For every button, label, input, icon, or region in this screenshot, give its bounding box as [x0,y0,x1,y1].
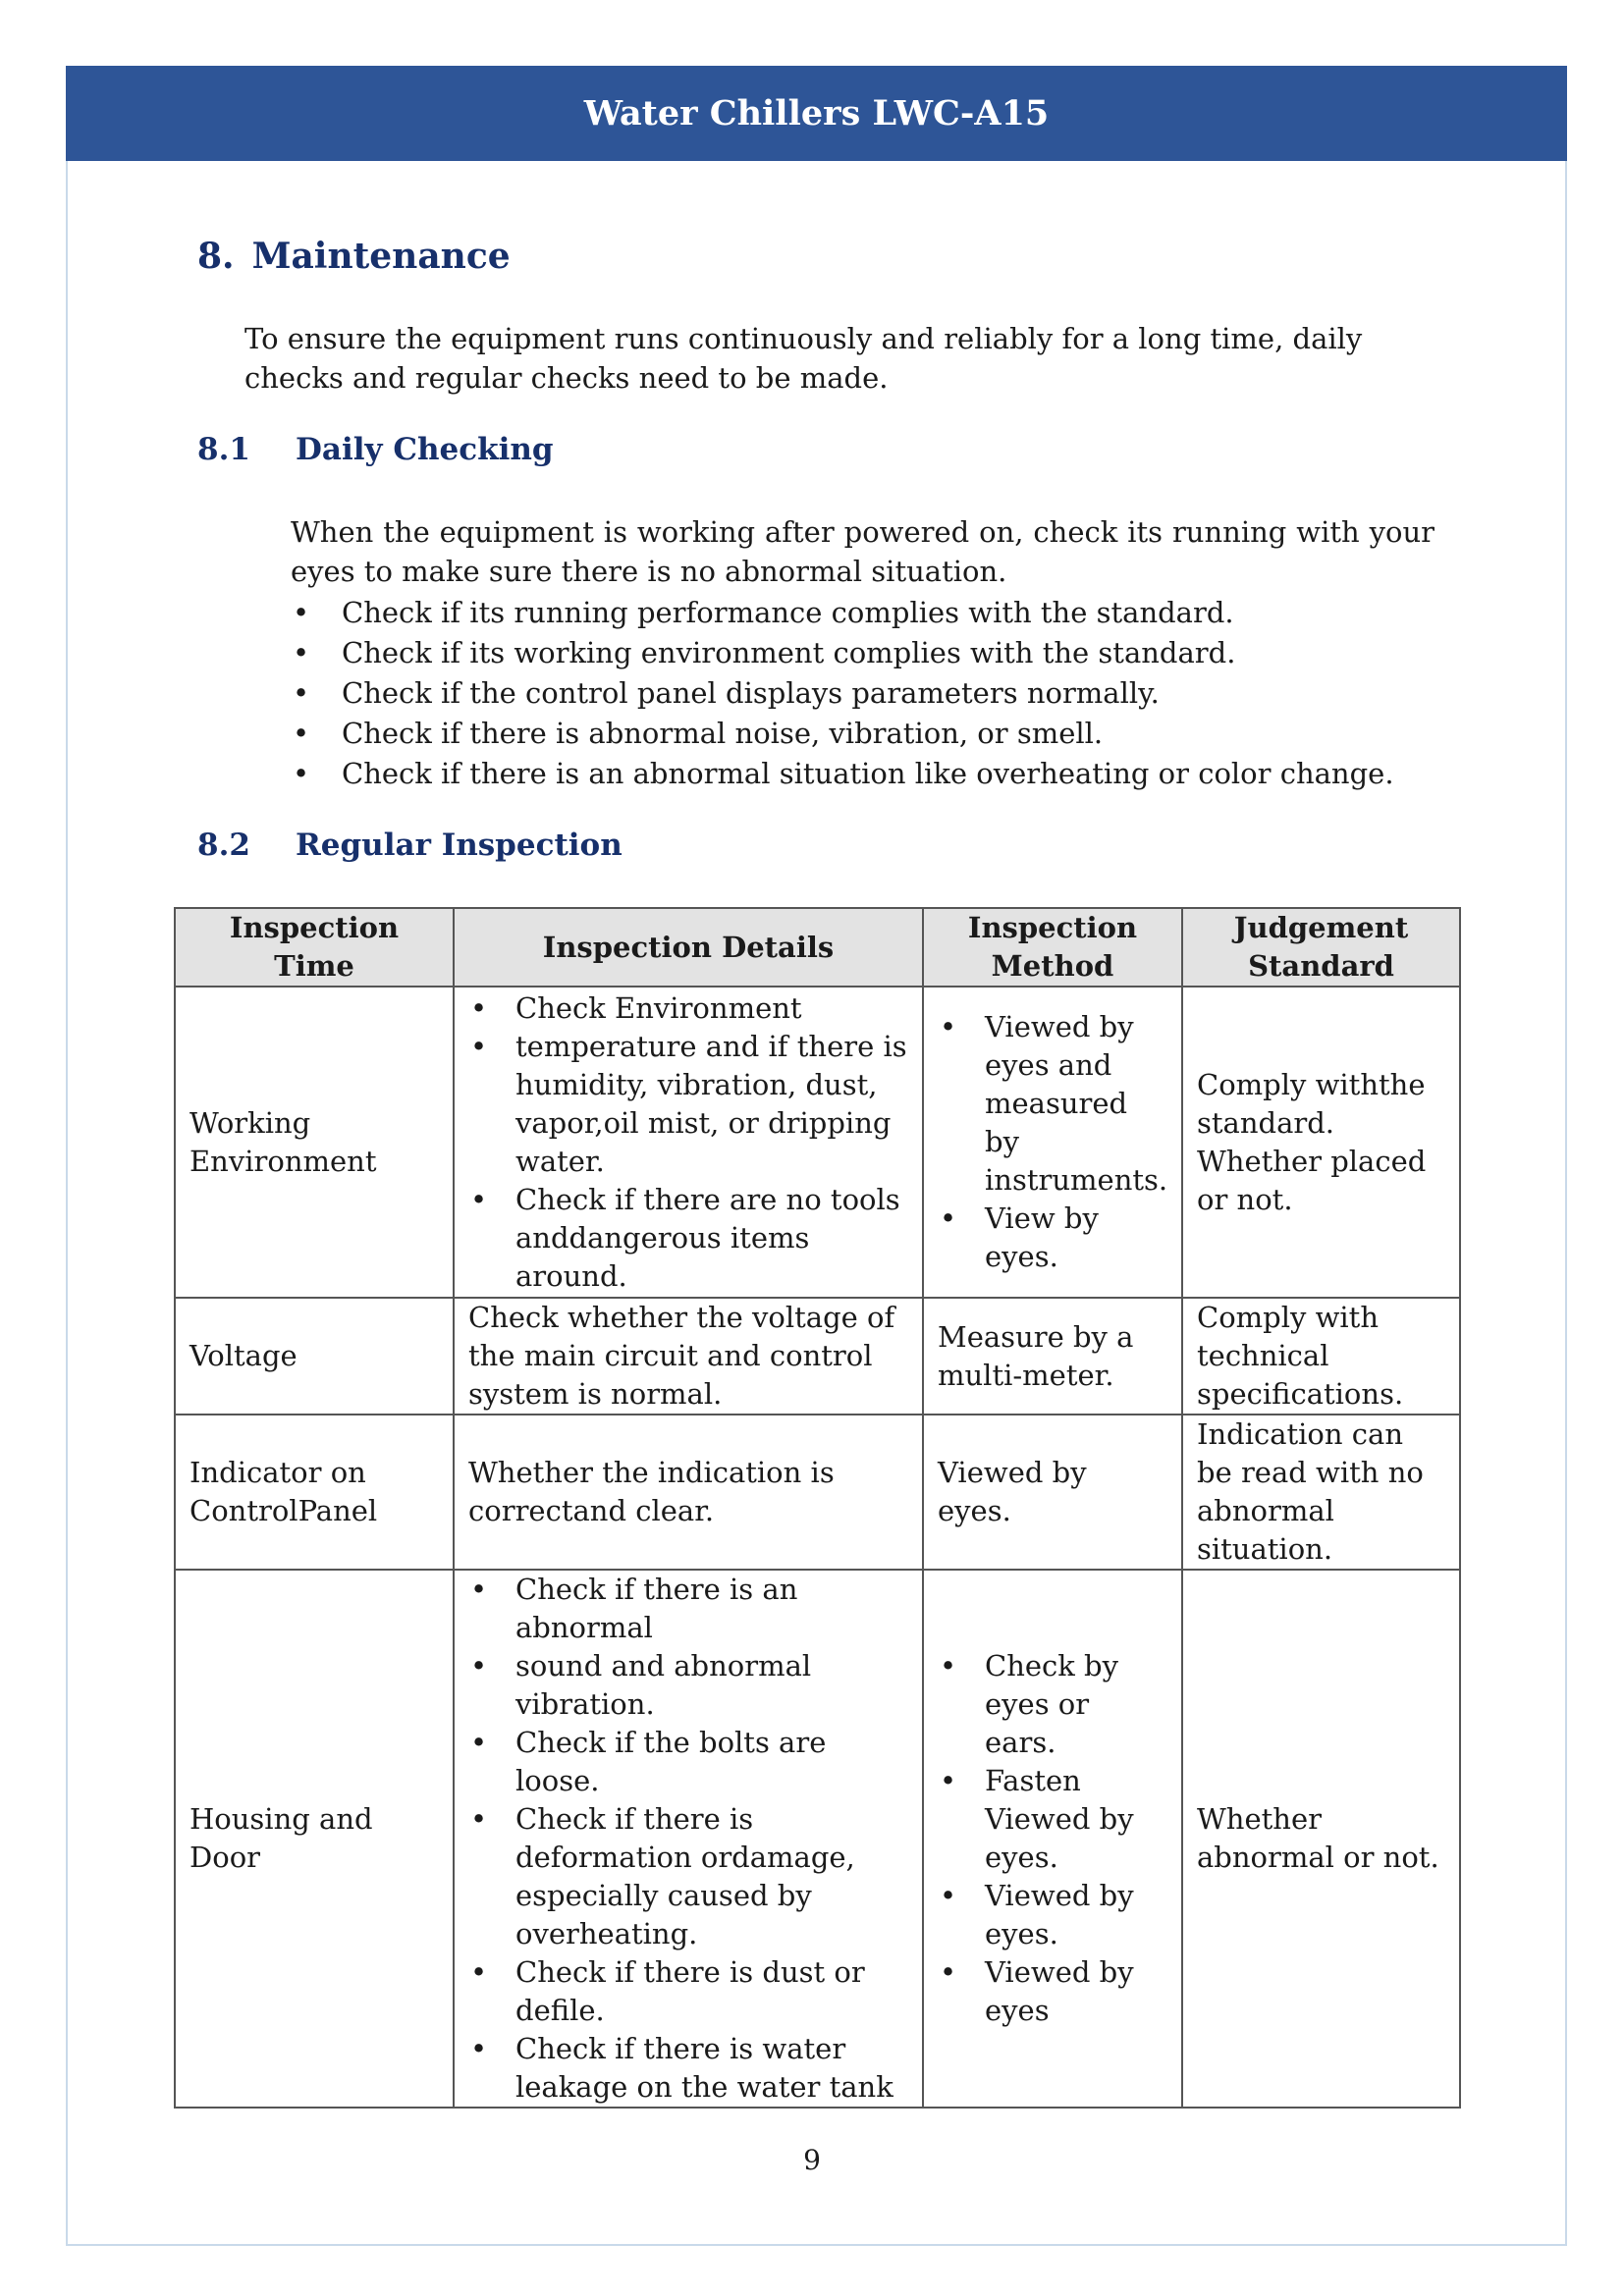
bullet-icon: • [470,990,488,1025]
list-item: • Check if there is deformation ordamage, especially caused by overheating. [470,1802,855,1950]
bullet-icon: • [940,1201,957,1235]
list-item: • Check if there are no tools anddangerous items around. [470,1182,900,1293]
table-row [175,987,1460,1298]
subsection-number: 8.1 [197,432,250,467]
cell-time: Voltage [175,1298,454,1415]
subsection-title: Daily Checking [296,432,554,467]
list-item: • Check if there is an abnormal [470,1573,798,1644]
cell-time: Working Environment [175,987,454,1298]
cell-method [923,1570,1182,2108]
list-item: • Check Environment [468,989,908,1028]
list-item: • sound and abnormal vibration. [470,1649,812,1721]
list-item: • Viewed by eyes and measured by instruments. [940,1010,1168,1197]
list-item: • Check if its running performance complies with the standard. [291,593,1435,633]
cell-standard: Indication can be read with no abnormal situation. [1182,1415,1460,1570]
table-row [175,1298,1460,1415]
cell-method: Viewed by eyes. [923,1415,1182,1570]
table-row [175,1570,1460,2108]
bullet-icon: • [293,636,310,669]
column-header-details: Inspection Details [454,908,923,987]
table-header-row [175,908,1460,987]
subsection-heading-regular [197,828,623,863]
cell-method [923,987,1182,1298]
list-item: • Check if there is an abnormal situation like overheating or color change. [291,754,1435,794]
daily-paragraph: When the equipment is working after powered on, check its running with your eyes to make sure there is no abnormal situation. [291,515,1435,588]
bullet-icon: • [470,1182,488,1216]
bullet-icon: • [470,2032,488,2065]
section-number: 8. [197,236,235,277]
regular-inspection-table [174,907,1461,2109]
section-intro: To ensure the equipment runs continuously and reliably for a long time, daily checks and regular checks need to be made. [244,322,1363,395]
cell-details: Whether the indication is correctand clear. [454,1415,923,1570]
cell-time: Indicator on ControlPanel [175,1415,454,1570]
bullet-icon: • [293,676,310,710]
bullet-icon: • [940,1649,957,1682]
bullet-icon: • [940,1955,957,1989]
bullet-icon: • [470,1955,488,1989]
column-header-method: Inspection Method [923,908,1182,987]
cell-method: Measure by a multi-meter. [923,1298,1182,1415]
list-item: • Check if there is abnormal noise, vibration, or smell. [291,714,1435,754]
subsection-title: Regular Inspection [296,828,623,863]
list-item: • temperature and if there is humidity, vibration, dust, vapor,oil mist, or dripping water. [470,1029,907,1178]
bullet-icon: • [470,1029,488,1063]
list-item: • Fasten Viewed by eyes. [940,1764,1134,1874]
column-header-time: Inspection Time [175,908,454,987]
list-item: • View by eyes. [940,1201,1099,1273]
daily-checking-body [291,512,1435,794]
cell-details [454,1570,923,2108]
bullet-icon: • [293,717,310,750]
subsection-number: 8.2 [197,828,250,863]
section-title: Maintenance [251,236,511,277]
bullet-icon: • [470,1649,488,1682]
list-item: • Check if its working environment complies with the standard. [291,633,1435,673]
list-item: • Viewed by eyes [940,1955,1134,2027]
cell-standard: Whether abnormal or not. [1182,1570,1460,2108]
cell-details [454,987,923,1298]
list-item: • Check if there is dust or defile. [470,1955,865,2027]
bullet-icon: • [470,1726,488,1759]
document-header [66,66,1567,161]
bullet-icon: • [470,1802,488,1836]
column-header-standard: Judgement Standard [1182,908,1460,987]
list-item: • Check by eyes or ears. [940,1649,1119,1759]
bullet-icon: • [940,1010,957,1043]
cell-details: Check whether the voltage of the main circuit and control system is normal. [454,1298,923,1415]
list-item: • Check if the control panel displays parameters normally. [291,673,1435,714]
list-item: • Viewed by eyes. [940,1879,1134,1950]
cell-standard: Comply with technical specifications. [1182,1298,1460,1415]
bullet-icon: • [293,596,310,629]
daily-checklist [291,593,1435,794]
section-heading [197,236,511,277]
subsection-heading-daily [197,432,554,467]
list-item: • Check if there is water leakage on the water tank [470,2032,893,2104]
list-item: • Check if the bolts are loose. [470,1726,827,1797]
table-row [175,1415,1460,1570]
bullet-icon: • [293,757,310,790]
page-number: 9 [803,2144,821,2176]
cell-standard: Comply withthe standard. Whether placed or not. [1182,987,1460,1298]
document-title: Water Chillers LWC-A15 [583,93,1050,133]
bullet-icon: • [470,1573,488,1606]
cell-time: Housing and Door [175,1570,454,2108]
bullet-icon: • [940,1764,957,1797]
bullet-icon: • [940,1879,957,1912]
